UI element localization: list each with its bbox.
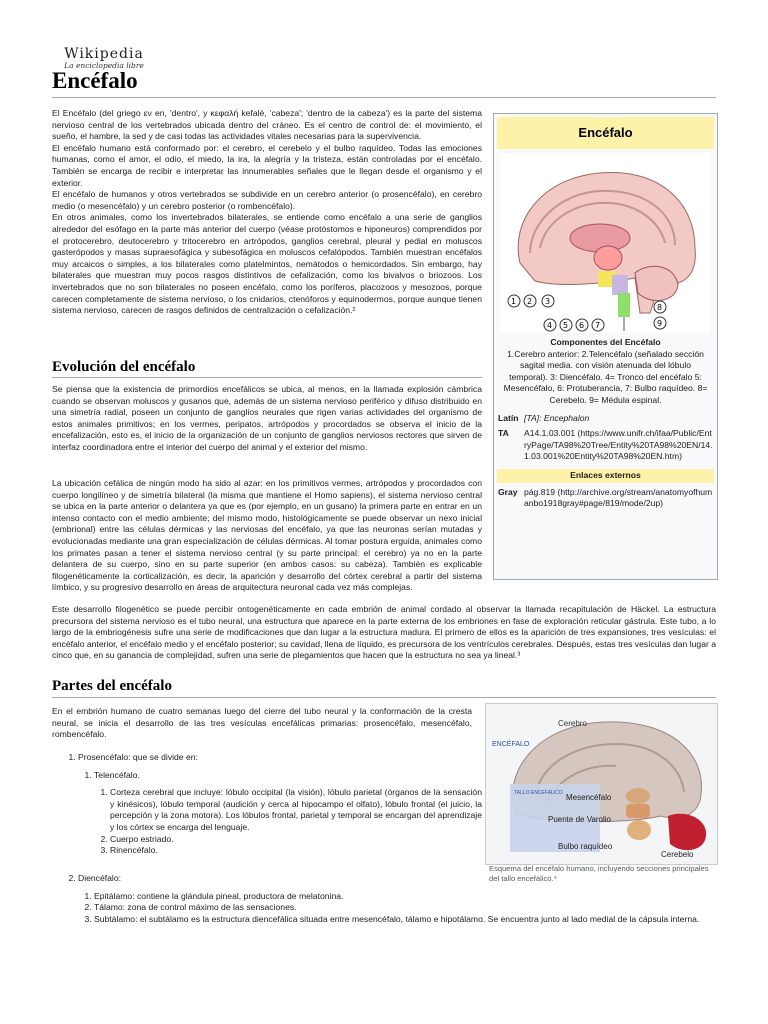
brain-diagram (500, 153, 710, 333)
intro-section (52, 108, 482, 317)
brain-figure[interactable] (485, 703, 718, 865)
section-paragraph: En el embrión humano de cuatro semanas luego del cierre del tubo neural y la conformación de la cresta neural, se inicia el desarrollo de las tres vesículas encefálicas primarias: prosencéfalo, mesencéfalo, rombencéfalo. (52, 706, 472, 740)
intro-paragraph: El encéfalo humano está conformado por: el cerebro, el cerebelo y el bulbo raquídeo. Todas las emociones humanas, como el amor, el odio, el miedo, la ira, la alegría y la tristeza, están controladas por el encéfalo. También se encarga de recibir e interpretar las innumerables señales que le llegan desde el organismo y el exterior. (52, 142, 482, 188)
brain-illustration (486, 704, 717, 864)
infobox-external-links-heading: Enlaces externos (497, 469, 714, 483)
page-title: Encéfalo (52, 68, 138, 93)
infobox-value: [TA]: Encephalon (524, 412, 590, 423)
title-divider (52, 97, 716, 98)
infobox-key: TA (498, 428, 509, 439)
wikipedia-logo[interactable] (64, 46, 144, 70)
logo-wordmark: Wikipedia (64, 46, 144, 62)
infobox-link[interactable]: pág.819 (http://archive.org/stream/anatomyofhumanbo1918gray#page/819/mode/2up) (524, 486, 713, 509)
figure-label-cerebelo: Cerebelo (661, 850, 694, 859)
list-item: 1. Telencéfalo. 1. Corteza cerebral que incluye: lóbulo occipital (la visión), lóbulo parietal (órganos de la sensación y kinésicos), lóbulo temporal (audición y cerca al hipocampo el olfato), lóbulo frontal (el juicio, la percepción y la zona motora). Los lóbulos frontal, parietal y temporal se encargan del aprendizaje y los córtex se encarga del lenguaje. 2. Cuerpo estriado. 3. Rinencéfalo. (94, 770, 482, 857)
diagram-label-8: 8 (657, 303, 663, 312)
logo-tagline: La enciclopedia libre (64, 61, 144, 70)
infobox-title: Encéfalo (497, 117, 714, 149)
diagram-label-4: 4 (547, 321, 553, 330)
figure-label-tallo: TALLO ENCEFÁLICO (514, 790, 563, 796)
list-item: 1. Epitálamo: contiene la glándula pineal, productora de melatonina. (94, 891, 716, 903)
section-paragraph: Este desarrollo filogenético se puede percibir ontogenéticamente en cada embrión de animal cordado al observar la llamada recapitulación de Häckel. La estructura precursora del sistema nervioso es el tubo neural, una estructura que aparece en la parte externa de los embriones en fase de exploración reticular gástrula. Este tubo, a lo largo de la embriogénesis sufre una serie de modificaciones que dan lugar a la estructura madura. El primero de ellos es la aparición de tres expansiones, tres vesículas: el encéfalo anterior, el encéfalo medio y el encéfalo posterior; su cavidad, llena de líquido, es precursora de los ventrículos cerebrales. Después, estas tres vesículas dan lugar a cinco que, en su ganancia de complejidad, sufren una serie de plegamientos que hacen que la estructura no sea ya lineal.³ (52, 604, 717, 661)
intro-paragraph: En otros animales, como los invertebrados bilaterales, se entiende como encéfalo a una serie de ganglios alrededor del esófago en la parte más anterior del cuerpo (véase protóstomos e hiponeuros) comprendidos por el protocerebro, deutocerebro y tritocerebro en artrópodos, ganglios cerebral, pleural y pedial en moluscos gasterópodos y masas supraesofágica y subesofágica en moluscos cefalópodos. También muestran encéfalos muy arcaicos o simples, a los bilaterales como platelmintos, nemátodos o hemicordados. Sin embargo, hay bilaterales que muestran muy pocos rasgos distintivos de cefalización, como los bivalvos o briozoos. Los invertebrados que no son bilaterales no poseen encéfalo, como los poríferos, placozoos y mesozoos, porque carecen completamente de sistema nervioso, o los cnidarios, ctenóforos y equinodermos, porque aunque tienen sistema nervioso, carecen de rasgos definidos de centralización o cefalización.² (52, 212, 482, 316)
section-heading: Partes del encéfalo (52, 678, 172, 694)
infobox-link[interactable]: A14.1.03.001 (https://www.unifr.ch/ifaa/Public/EntryPage/TA98%20Tree/Entity%20TA98%20EN/14.1.03.001%20Entity%20TA98%20EN.htm) (524, 428, 713, 462)
diagram-label-7: 7 (595, 321, 601, 330)
infobox-row-latin (494, 411, 717, 427)
infobox-key: Latín (498, 412, 519, 423)
section-paragraph: La ubicación cefálica de ningún modo ha sido al azar: en los primitivos vermes, artrópodos y procordados con cuerpo longilíneo y de simetría bilateral (la misma que mantiene el Homo sapiens), el sistema nervioso central se ubica en la parte anterior o delantera ya que es (por ejemplo, en un gusano) la primera parte en entrar en un intenso contacto con el medio ambiente; del mismo modo, histológicamente se puede observar un nexo inicial (embrional) entre las células dérmicas y las nerviosas del encéfalo, ya que las neuronas serían mutadas y evolucionadas mediante una gran especialización de células dérmicas. Al tomar postura erguida, animales como los primates pasan a tener el sistema nervioso central (y su parte principal: el cerebro) ya no en la parte delantera de su cuerpo, sino en su parte superior (en ambos casos: su cabeza). También es explicable filogenéticamente la corticalización, es decir, la aparición y desarrollo del córtex cerebral a partir del sistema límbico, y su progresivo desarrollo en áreas de arquitectura neuronal cada vez más complejas. (52, 478, 482, 593)
list-item: 1. Corteza cerebral que incluye: lóbulo occipital (la visión), lóbulo parietal (órganos de la sensación y kinésicos), lóbulo temporal (audición y cerca al hipocampo el olfato), lóbulo frontal (el juicio, la percepción y la zona motora). Los lóbulos frontal, parietal y temporal se encargan del aprendizaje y los córtex se encarga del lenguaje. (110, 787, 482, 833)
list-item: 2. Diencéfalo: 1. Epitálamo: contiene la glándula pineal, productora de melatonina. 2. Tálamo: zona de control máximo de las sensaciones. 3. Subtálamo: el subtálamo es la estructura diencefálica situada entre mesencéfalo, tálamo e hipotálamo. Se encuentra junto al lado medial de la cápsula interna. (78, 873, 716, 925)
figure-caption: Esquema del encéfalo humano, incluyendo secciones principales del tallo encefálico.⁴ (489, 864, 709, 883)
diagram-label-9: 9 (657, 319, 663, 328)
section-divider (52, 377, 482, 378)
section-divider (52, 697, 716, 698)
figure-label-encefalo: ENCÉFALO (492, 741, 530, 748)
intro-paragraph: El Encéfalo (del griego εν en, 'dentro', y κεφαλή kefalé, 'cabeza'; 'dentro de la cabeza') es la parte del sistema nervioso central de los vertebrados ubicada dentro del cráneo. Es el centro de control de: el movimiento, el sueño, el hambre, la sed y de casi todas las actividades vitales necesarias para la supervivencia. (52, 108, 482, 142)
diagram-label-2: 2 (527, 297, 533, 306)
figure-label-cerebro: Cerebro (558, 719, 587, 728)
diagram-label-3: 3 (545, 297, 551, 306)
list-item: 1. Prosencéfalo: que se divide en: 1. Telencéfalo. 1. Corteza cerebral que incluye: lóbulo occipital (la visión), lóbulo parietal (órganos de la sensación y kinésicos), lóbulo temporal (audición y cerca al hipocampo el olfato), lóbulo frontal (el juicio, la percepción y la zona motora). Los lóbulos frontal, parietal y temporal se encargan del aprendizaje y los córtex se encarga del lenguaje. 2. Cuerpo estriado. 3. Rinencéfalo. (78, 752, 482, 857)
parts-list (62, 752, 482, 857)
diagram-label-1: 1 (511, 297, 517, 306)
diagram-label-5: 5 (563, 321, 569, 330)
list-item: 2. Cuerpo estriado. (110, 834, 482, 846)
list-item: 3. Subtálamo: el subtálamo es la estructura diencefálica situada entre mesencéfalo, tálamo e hipotálamo. Se encuentra junto al lado medial de la cápsula interna. (94, 914, 716, 926)
list-item: 3. Rinencéfalo. (110, 845, 482, 857)
section-paragraph: Se piensa que la existencia de primordios encefálicos se ubica, al menos, en la llamada explosión cámbrica cuando se observan moluscos y gusanos que, además de un sistema nervioso periférico y difuso distribuido en una simetría radial, poseen un conjunto de ganglios neurales que rigen varias actividades del organismo de estos animales primitivos; en los vermes, peripatos, artrópodos y procordados se observa el inicio de la encefalización, esto es, el inicio de la organización de un conjunto de ganglios nerviosos rectores que sirven de interfaz coordinadora entre el interior del cuerpo del animal y el exterior del mismo. (52, 384, 482, 452)
infobox-caption: 1.Cerebro anterior: 2.Telencéfalo (señalado sección sagital media. con visión atenuada del lóbulo temporal). 3: Diencéfalo. 4= Tronco del encéfalo 5: Mesencéfalo, 6: Protuberancia, 7: Bulbo raquídeo. 8= Cerebelo. 9= Médula espinal. (503, 348, 708, 405)
intro-paragraph: El encéfalo de humanos y otros vertebrados se subdivide en un cerebro anterior (o prosencéfalo), en cerebro medio (o mesencéfalo) y un cerebro posterior (o rombencéfalo). (52, 189, 482, 211)
infobox-row-ta (494, 426, 717, 465)
list-item: 2. Tálamo: zona de control máximo de las sensaciones. (94, 902, 716, 914)
figure-label-bulbo: Bulbo raquídeo (558, 842, 613, 851)
section-heading: Evolución del encéfalo (52, 359, 196, 375)
figure-label-varolio: Puente de Varolio (548, 815, 612, 824)
brain-sagittal-image[interactable] (500, 153, 710, 333)
diagram-label-6: 6 (579, 321, 585, 330)
infobox-caption-title: Componentes del Encéfalo (550, 337, 661, 347)
figure-label-mesencefalo: Mesencéfalo (566, 793, 612, 802)
infobox (493, 113, 718, 580)
infobox-key: Gray (498, 486, 518, 497)
infobox-row-gray (494, 485, 717, 512)
